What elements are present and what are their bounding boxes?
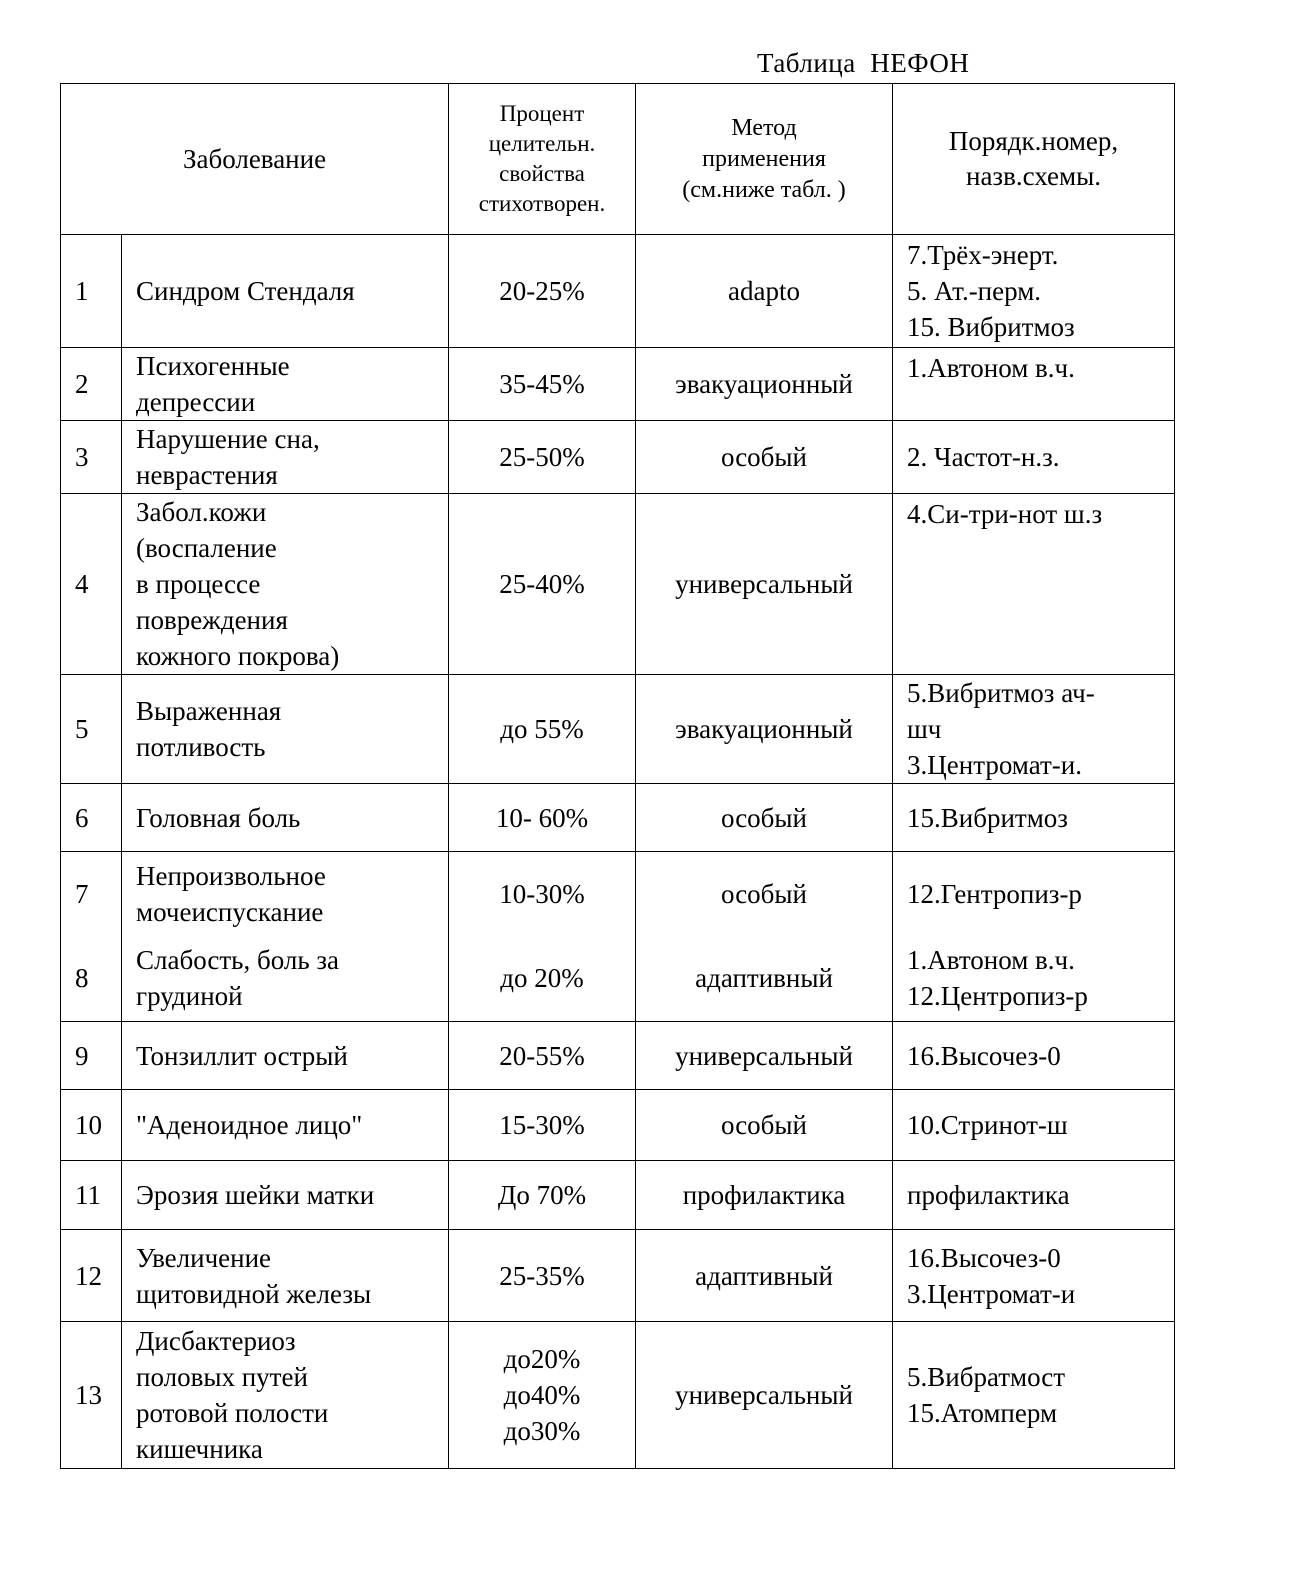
method-cell: особый (636, 1090, 893, 1161)
disease-cell (122, 235, 449, 348)
disease-cell-line: депрессии (136, 387, 256, 417)
header-percent-line: свойства (499, 161, 585, 186)
disease-cell-line: Забол.кожи (136, 497, 267, 527)
table-row (61, 421, 1175, 494)
scheme-cell (893, 1230, 1175, 1322)
scheme-cell (893, 852, 1175, 936)
row-number: 13 (61, 1322, 122, 1469)
row-number: 11 (61, 1161, 122, 1230)
scheme-cell-line: 15.Вибритмоз (907, 802, 1068, 833)
row-number: 8 (61, 936, 122, 1022)
scheme-cell (893, 1161, 1175, 1230)
table-row (61, 235, 1175, 348)
percent-cell (449, 235, 636, 348)
scheme-cell-line: 2. Частот-н.з. (907, 442, 1060, 472)
scheme-cell-line: 3.Центромат-и. (907, 750, 1082, 780)
table-row (61, 675, 1175, 784)
method-cell: эвакуационный (636, 348, 893, 421)
scheme-cell-line: шч (907, 714, 942, 744)
table-row (61, 1090, 1175, 1161)
percent-cell (449, 936, 636, 1022)
row-number: 2 (61, 348, 122, 421)
header-method (636, 84, 893, 235)
scheme-cell-line: 12.Гентропиз-р (907, 878, 1082, 909)
scheme-cell (893, 348, 1175, 421)
header-scheme-line: назв.схемы. (966, 161, 1102, 191)
method-cell: особый (636, 784, 893, 852)
scheme-cell-line: 5.Вибритмоз ач- (907, 678, 1095, 708)
percent-cell-line: 10-30% (499, 878, 585, 909)
scheme-cell-line: 12.Центропиз-р (907, 981, 1088, 1012)
percent-cell-line: 25-50% (499, 442, 585, 472)
disease-cell-line: Синдром Стендаля (136, 276, 355, 306)
table-row (61, 1322, 1175, 1469)
percent-cell-line: 35-45% (499, 369, 585, 399)
disease-cell-line: Дисбактериоз (136, 1326, 296, 1356)
percent-cell (449, 421, 636, 494)
header-percent-line: Процент (499, 101, 585, 126)
scheme-cell-line: 3.Центромат-и (907, 1278, 1076, 1309)
scheme-cell-line: 4.Си-три-нот ш.з (907, 499, 1103, 529)
scheme-cell (893, 675, 1175, 784)
percent-cell (449, 784, 636, 852)
disease-cell-line: кишечника (136, 1434, 263, 1464)
header-row (61, 84, 1175, 235)
header-percent (449, 84, 636, 235)
disease-cell (122, 675, 449, 784)
header-scheme-line: Порядк.номер, (948, 126, 1119, 156)
percent-cell (449, 1322, 636, 1469)
method-cell: универсальный (636, 494, 893, 675)
disease-cell-line: Нарушение сна, (136, 424, 320, 454)
disease-cell-line: мочеиспускание (136, 896, 324, 927)
percent-cell (449, 348, 636, 421)
header-percent-line: целительн. (488, 131, 596, 156)
percent-cell-line: до 20% (500, 963, 584, 994)
percent-cell (449, 1090, 636, 1161)
method-cell: adapto (636, 235, 893, 348)
percent-cell-line: 25-40% (499, 569, 585, 599)
scheme-cell-line: 15. Вибритмоз (907, 312, 1075, 342)
method-cell: адаптивный (636, 1230, 893, 1322)
disease-cell (122, 1161, 449, 1230)
header-percent-line: стихотворен. (478, 191, 606, 216)
percent-cell (449, 1022, 636, 1090)
scheme-cell-line: 1.Автоном в.ч. (907, 945, 1075, 976)
percent-cell (449, 494, 636, 675)
disease-cell (122, 348, 449, 421)
method-cell: особый (636, 421, 893, 494)
disease-cell-line: грудиной (136, 981, 243, 1012)
row-number: 4 (61, 494, 122, 675)
method-cell: эвакуационный (636, 675, 893, 784)
disease-cell-line: Головная боль (136, 802, 301, 833)
method-cell: универсальный (636, 1022, 893, 1090)
disease-cell-line: Непроизвольное (136, 860, 326, 891)
row-number: 12 (61, 1230, 122, 1322)
header-method-line: применения (702, 145, 826, 172)
table-row (61, 348, 1175, 421)
scheme-cell-line: 7.Трёх-энерт. (907, 240, 1059, 270)
disease-cell-line: кожного покрова) (136, 641, 340, 671)
header-method-line: (см.ниже табл. ) (682, 176, 846, 203)
disease-cell-line: Эрозия шейки матки (136, 1180, 375, 1210)
disease-cell-line: повреждения (136, 605, 288, 635)
table-row (61, 1161, 1175, 1230)
disease-cell-line: (воспаление (136, 533, 277, 563)
method-cell: универсальный (636, 1322, 893, 1469)
disease-cell-line: щитовидной железы (136, 1278, 372, 1309)
disease-cell-line: Психогенные (136, 351, 290, 381)
scheme-cell-line: 16.Высочез-0 (907, 1040, 1061, 1071)
method-cell: адаптивный (636, 936, 893, 1022)
scheme-cell (893, 784, 1175, 852)
scheme-cell-line: 15.Атомперм (907, 1398, 1058, 1428)
percent-cell (449, 852, 636, 936)
table-row (61, 852, 1175, 936)
percent-cell (449, 675, 636, 784)
scheme-cell (893, 1322, 1175, 1469)
percent-cell (449, 1161, 636, 1230)
disease-cell (122, 1230, 449, 1322)
percent-cell-line: 20-55% (499, 1040, 585, 1071)
table-row (61, 1230, 1175, 1322)
percent-cell-line: 25-35% (499, 1260, 585, 1291)
scheme-cell (893, 1090, 1175, 1161)
method-cell: профилактика (636, 1161, 893, 1230)
scheme-cell-line: 16.Высочез-0 (907, 1242, 1061, 1273)
disease-cell (122, 1090, 449, 1161)
percent-cell-line: до 55% (500, 714, 584, 744)
table-row (61, 936, 1175, 1022)
disease-cell-line: ротовой полости (136, 1398, 329, 1428)
percent-cell (449, 1230, 636, 1322)
row-number: 7 (61, 852, 122, 936)
disease-cell-line: "Аденоидное лицо" (136, 1110, 363, 1140)
scheme-cell (893, 1022, 1175, 1090)
disease-cell (122, 1022, 449, 1090)
row-number: 10 (61, 1090, 122, 1161)
disease-cell-line: Увеличение (136, 1242, 272, 1273)
header-disease: Заболевание (61, 84, 449, 235)
scheme-cell (893, 494, 1175, 675)
row-number: 5 (61, 675, 122, 784)
disease-cell-line: потливость (136, 732, 266, 762)
header-method-line: Метод (731, 114, 797, 141)
disease-cell-line: половых путей (136, 1362, 308, 1392)
row-number: 1 (61, 235, 122, 348)
disease-cell-line: Тонзиллит острый (136, 1040, 348, 1071)
percent-cell-line: До 70% (497, 1180, 587, 1210)
disease-cell-line: Слабость, боль за (136, 945, 340, 976)
header-scheme (893, 84, 1175, 235)
scheme-cell-line: 10.Стринот-ш (907, 1110, 1068, 1140)
disease-cell (122, 936, 449, 1022)
row-number: 9 (61, 1022, 122, 1090)
row-number: 3 (61, 421, 122, 494)
scheme-cell (893, 235, 1175, 348)
disease-cell-line: в процессе (136, 569, 261, 599)
scheme-cell (893, 936, 1175, 1022)
disease-cell-line: Выраженная (136, 696, 282, 726)
table-row (61, 494, 1175, 675)
scheme-cell-line: профилактика (907, 1180, 1070, 1210)
table-row (61, 784, 1175, 852)
disease-cell (122, 1322, 449, 1469)
table-title: Таблица НЕФОН (757, 48, 970, 78)
scheme-cell-line: 5.Вибратмост (907, 1362, 1066, 1392)
scheme-cell-line: 5. Ат.-перм. (907, 276, 1042, 306)
nefon-table (60, 83, 1175, 1469)
disease-cell (122, 852, 449, 936)
disease-cell (122, 421, 449, 494)
row-number: 6 (61, 784, 122, 852)
disease-cell (122, 494, 449, 675)
percent-cell-line: до40% (503, 1380, 581, 1410)
scheme-cell (893, 421, 1175, 494)
percent-cell-line: до20% (503, 1344, 581, 1374)
percent-cell-line: до30% (503, 1416, 581, 1446)
method-cell: особый (636, 852, 893, 936)
percent-cell-line: 20-25% (499, 276, 585, 306)
disease-cell-line: неврастения (136, 460, 278, 490)
disease-cell (122, 784, 449, 852)
scheme-cell-line: 1.Автоном в.ч. (907, 353, 1075, 383)
table-row (61, 1022, 1175, 1090)
percent-cell-line: 10- 60% (495, 802, 589, 833)
percent-cell-line: 15-30% (499, 1110, 585, 1140)
